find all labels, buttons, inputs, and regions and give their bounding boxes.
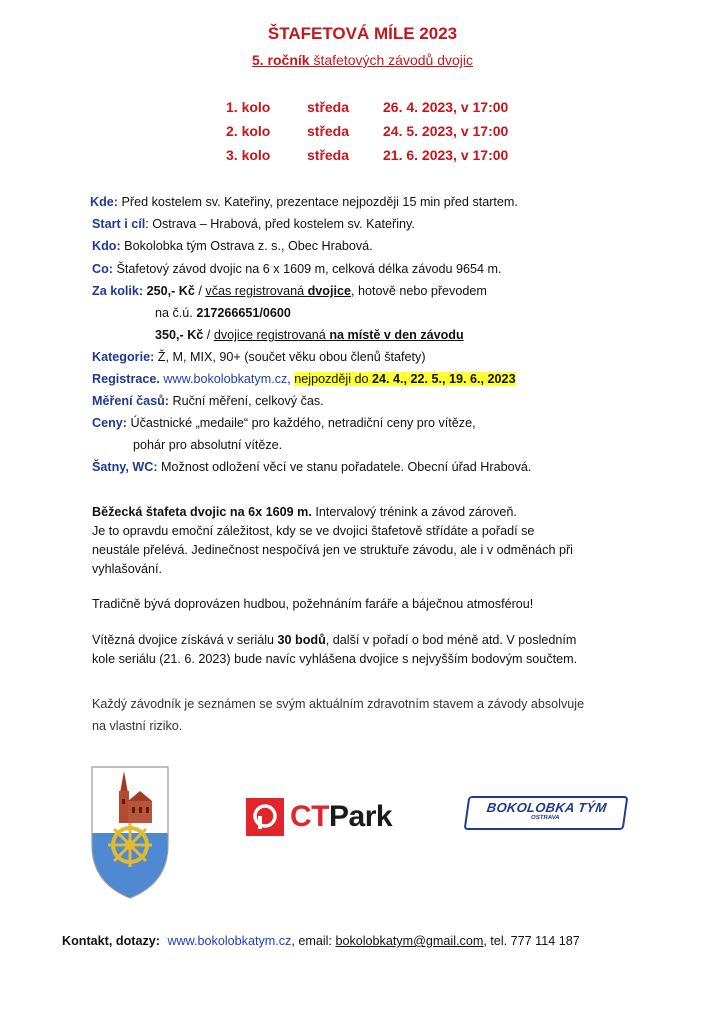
subtitle	[0, 52, 725, 68]
price-1-cond-bold: dvojice	[307, 284, 352, 298]
kdo-label: Kdo:	[92, 239, 121, 253]
p1-line-2: Je to opravdu emoční záležitost, kdy se ve dvojici štafetově střídáte a pořadí se	[92, 524, 535, 538]
contact-email-link[interactable]: bokolobkatym@gmail.com	[335, 934, 484, 948]
registrace-link[interactable]: www.bokolobkatym.cz	[159, 372, 288, 386]
registrace-deadline-pre: nejpozději do	[294, 372, 373, 386]
co-label: Co:	[92, 262, 113, 276]
info-ceny	[92, 416, 476, 430]
info-price-2	[155, 328, 464, 342]
round-1-date: 26. 4. 2023, v 17:00	[383, 99, 509, 115]
paragraph-4	[92, 693, 692, 737]
account-number: 217266651/0600	[196, 306, 291, 320]
round-2-day: středa	[307, 123, 350, 139]
info-satny	[92, 460, 531, 474]
round-2-date: 24. 5. 2023, v 17:00	[383, 123, 509, 139]
p1-bold: Běžecká štafeta dvojic na 6x 1609 m.	[92, 505, 312, 519]
price-2-cond: dvojice registrovaná	[213, 328, 330, 342]
price-2-sep: /	[203, 328, 214, 342]
subtitle-edition: 5. ročník	[251, 52, 310, 68]
p3-pre: Vítězná dvojice získává v seriálu	[92, 633, 278, 647]
contact-label: Kontakt, dotazy:	[62, 934, 160, 948]
contact-web-link[interactable]: www.bokolobkatym.cz	[167, 934, 292, 948]
registrace-deadline-dates: 24. 4., 22. 5., 19. 6., 2023	[372, 372, 516, 386]
start-label: Start i cíl	[92, 217, 146, 231]
registrace-label: Registrace.	[92, 372, 160, 386]
round-3-kolo: 3. kolo	[226, 147, 271, 163]
price-1-sep: /	[194, 284, 206, 298]
co-text: Štafetový závod dvojic na 6 x 1609 m, celková délka závodu 9654 m.	[112, 262, 502, 276]
info-registrace	[92, 372, 516, 386]
p1-line-3: neustále přelévá. Jedinečnost nespočívá jen ve struktuře závodu, ale i v odměnách při	[92, 543, 573, 557]
satny-label: Šatny, WC:	[92, 460, 158, 474]
paragraph-1	[92, 503, 662, 579]
contact-email-pre: , email:	[291, 934, 336, 948]
info-kde	[90, 195, 518, 209]
info-account	[155, 306, 291, 320]
price-2: 350,- Kč	[155, 328, 204, 342]
kde-text: Před kostelem sv. Kateřiny, prezentace nejpozději 15 min před startem.	[118, 195, 518, 209]
round-1-kolo: 1. kolo	[226, 99, 271, 115]
p4-line-1: Každý závodník je seznámen se svým aktuálním zdravotním stavem a závody absolvuje	[92, 697, 585, 711]
registrace-comma: ,	[287, 372, 295, 386]
price-1-cond: včas registrovaná	[205, 284, 308, 298]
info-co	[92, 262, 502, 276]
ceny-text: Účastnické „medaile“ pro každého, netradiční ceny pro vítěze,	[127, 416, 476, 430]
start-text: : Ostrava – Hrabová, před kostelem sv. Kateřiny.	[145, 217, 415, 231]
mereni-label: Měření časů:	[92, 394, 169, 408]
info-kdo	[92, 239, 373, 253]
p1-rest: Intervalový trénink a závod zároveň.	[311, 505, 517, 519]
ctpark-logo: CTPark	[246, 797, 392, 837]
p1-line-4: vyhlašování.	[92, 562, 163, 576]
bokolobka-logo-text: BOKOLOBKA TÝM	[485, 800, 608, 815]
price-1: 250,- Kč	[143, 284, 195, 298]
ctpark-mark-icon	[246, 798, 284, 836]
kdo-text: Bokolobka tým Ostrava z. s., Obec Hrabová.	[120, 239, 373, 253]
coat-of-arms-icon	[90, 765, 170, 900]
zakolik-label: Za kolik:	[92, 284, 144, 298]
price-1-rest: , hotově nebo převodem	[351, 284, 487, 298]
p3-bold: 30 bodů	[277, 633, 326, 647]
contact-phone: , tel. 777 114 187	[483, 934, 580, 948]
satny-text: Možnost odložení věcí ve stanu pořadatele. Obecní úřad Hrabová.	[157, 460, 532, 474]
kategorie-label: Kategorie:	[92, 350, 155, 364]
info-kategorie	[92, 350, 426, 364]
info-ceny-2: pohár pro absolutní vítěze.	[133, 438, 283, 452]
p3-rest: , další v pořadí o bod méně atd. V posledním	[325, 633, 577, 647]
info-mereni	[92, 394, 324, 408]
price-2-cond-bold: na místě v den závodu	[329, 328, 464, 342]
kde-label: Kde:	[90, 195, 118, 209]
ceny-label: Ceny:	[92, 416, 127, 430]
p4-line-2: na vlastní riziko.	[92, 719, 183, 733]
subtitle-rest: štafetových závodů dvojic	[309, 52, 473, 68]
round-3-date: 21. 6. 2023, v 17:00	[383, 147, 509, 163]
info-za-kolik	[92, 284, 487, 298]
round-2-kolo: 2. kolo	[226, 123, 271, 139]
round-3-day: středa	[307, 147, 350, 163]
page-title: ŠTAFETOVÁ MÍLE 2023	[267, 24, 458, 43]
paragraph-3	[92, 631, 672, 669]
p3-line-2: kole seriálu (21. 6. 2023) bude navíc vyhlášena dvojice s nejvyšším bodovým součtem.	[92, 652, 578, 666]
kategorie-text: Ž, M, MIX, 90+ (součet věku obou členů štafety)	[154, 350, 426, 364]
bokolobka-logo-sub: OSTRAVA	[530, 815, 560, 821]
coat-of-arms-logo	[90, 765, 170, 900]
info-start	[92, 217, 415, 231]
round-1-day: středa	[307, 99, 350, 115]
account-pre: na č.ú.	[155, 306, 197, 320]
mereni-text: Ruční měření, celkový čas.	[169, 394, 324, 408]
bokolobka-logo	[464, 796, 629, 830]
contact-footer	[62, 934, 580, 948]
paragraph-2: Tradičně bývá doprovázen hudbou, požehnáním faráře a báječnou atmosférou!	[92, 597, 534, 611]
